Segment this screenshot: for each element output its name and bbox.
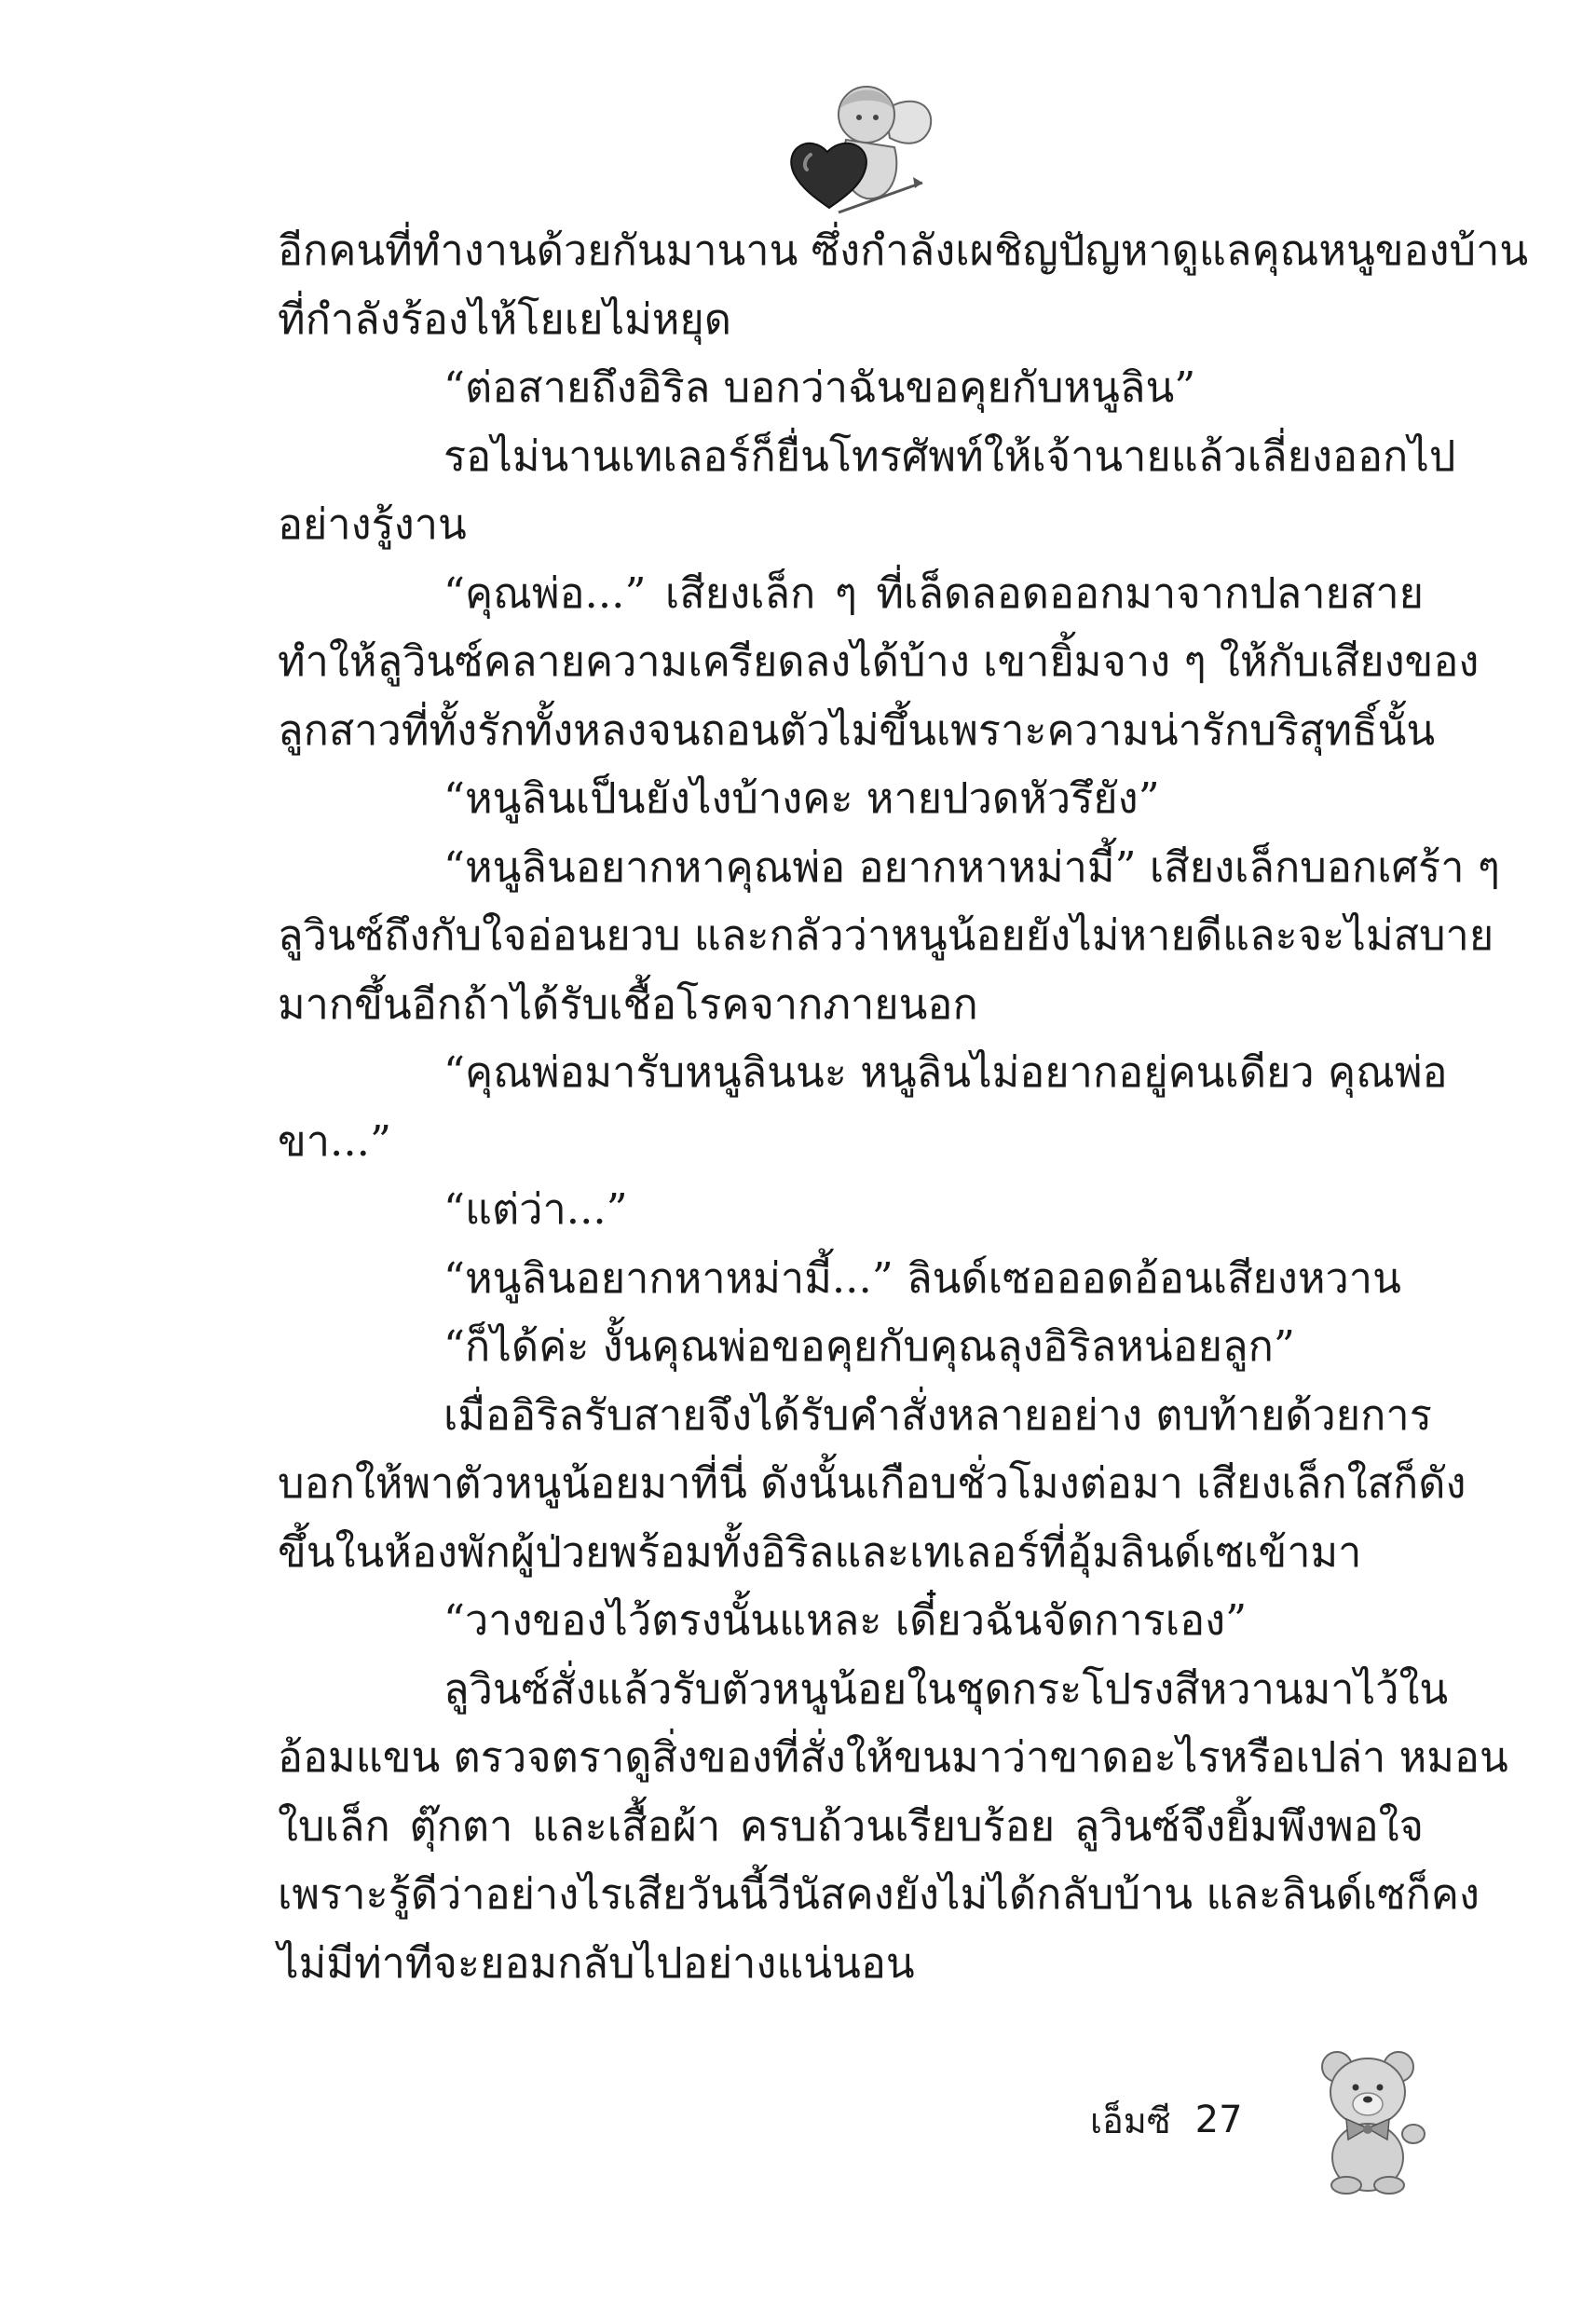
text-line: บอกให้พาตัวหนูน้อยมาที่นี่ ดังนั้นเกือบชั่วโมงต่อมา เสียงเล็กใสก็ดัง [278, 1458, 1466, 1508]
teddy-bear-icon [1309, 2041, 1430, 2195]
footer-title: เอ็มซี [1090, 2099, 1171, 2141]
text-line: “หนูลินอยากหาหม่ามี้...” ลินด์เซอออดอ้อนเสียงหวาน [443, 1252, 1401, 1303]
text-line: “ต่อสายถึงอิริล บอกว่าฉันขอคุยกับหนูลิน” [443, 362, 1196, 412]
text-line: อีกคนที่ทำงานด้วยกันมานาน ซึ่งกำลังเผชิญปัญหาดูแลคุณหนูของบ้าน [278, 226, 1529, 275]
text-line: ขึ้นในห้องพักผู้ป่วยพร้อมทั้งอิริลและเทเลอร์ที่อุ้มลินด์เซเข้ามา [278, 1526, 1362, 1577]
text-line: “ก็ได้ค่ะ งั้นคุณพ่อขอคุยกับคุณลุงอิริลหน่อยลูก” [443, 1321, 1295, 1371]
text-line: เมื่ออิริลรับสายจึงได้รับคำสั่งหลายอย่าง ตบท้ายด้วยการ [443, 1389, 1432, 1440]
text-line: อ้อมแขน ตรวจตราดูสิ่งของที่สั่งให้ขนมาว่าขาดอะไรหรือเปล่า หมอน [278, 1732, 1508, 1782]
text-line: อย่างรู้งาน [278, 499, 467, 549]
text-line: ขา...” [278, 1115, 391, 1166]
text-line: ลูวินซ์สั่งแล้วรับตัวหนูน้อยในชุดกระโปรงสีหวานมาไว้ใน [443, 1663, 1449, 1714]
text-line: ลูวินซ์ถึงกับใจอ่อนยวบ และกลัวว่าหนูน้อยยังไม่หายดีและจะไม่สบาย [278, 910, 1494, 960]
text-line: ไม่มีท่าทีจะยอมกลับไปอย่างแน่นอน [278, 1937, 915, 1988]
text-line: “แต่ว่า...” [443, 1184, 628, 1234]
body-text [278, 216, 1529, 1997]
text-line: มากขึ้นอีกถ้าได้รับเชื้อโรคจากภายนอก [278, 978, 978, 1029]
text-line: ทำให้ลูวินซ์คลายความเครียดลงได้บ้าง เขายิ้มจาง ๆ ให้กับเสียงของ [278, 636, 1480, 686]
text-line: เพราะรู้ดีว่าอย่างไรเสียวันนี้วีนัสคงยังไม่ได้กลับบ้าน และลินด์เซก็คง [278, 1869, 1480, 1919]
text-line: “คุณพ่อมารับหนูลินนะ หนูลินไม่อยากอยู่คนเดียว คุณพ่อ [443, 1047, 1448, 1097]
page-number: 27 [1194, 2099, 1243, 2141]
text-line: ลูกสาวที่ทั้งรักทั้งหลงจนถอนตัวไม่ขึ้นเพราะความน่ารักบริสุทธิ์นั้น [278, 704, 1436, 755]
text-line: ใบเล็ก ตุ๊กตา และเสื้อผ้า ครบถ้วนเรียบร้อย ลูวินซ์จึงยิ้มพึงพอใจ [278, 1800, 1424, 1851]
text-line: “หนูลินอยากหาคุณพ่อ อยากหาหม่ามี้” เสียงเล็กบอกเศร้า ๆ [443, 841, 1500, 892]
text-line: รอไม่นานเทเลอร์ก็ยื่นโทรศัพท์ให้เจ้านายแล้วเลี่ยงออกไป [443, 431, 1456, 481]
text-line: ที่กำลังร้องไห้โยเยไม่หยุด [278, 294, 732, 344]
text-line: “คุณพ่อ...” เสียงเล็ก ๆ ที่เล็ดลอดออกมาจากปลายสาย [443, 567, 1424, 618]
text-line: “วางของไว้ตรงนั้นแหละ เดี๋ยวฉันจัดการเอง” [443, 1595, 1248, 1645]
page-footer [1090, 2087, 1243, 2153]
cupid-with-heart-icon [773, 73, 941, 222]
text-line: “หนูลินเป็นยังไงบ้างคะ หายปวดหัวรึยัง” [443, 773, 1160, 823]
